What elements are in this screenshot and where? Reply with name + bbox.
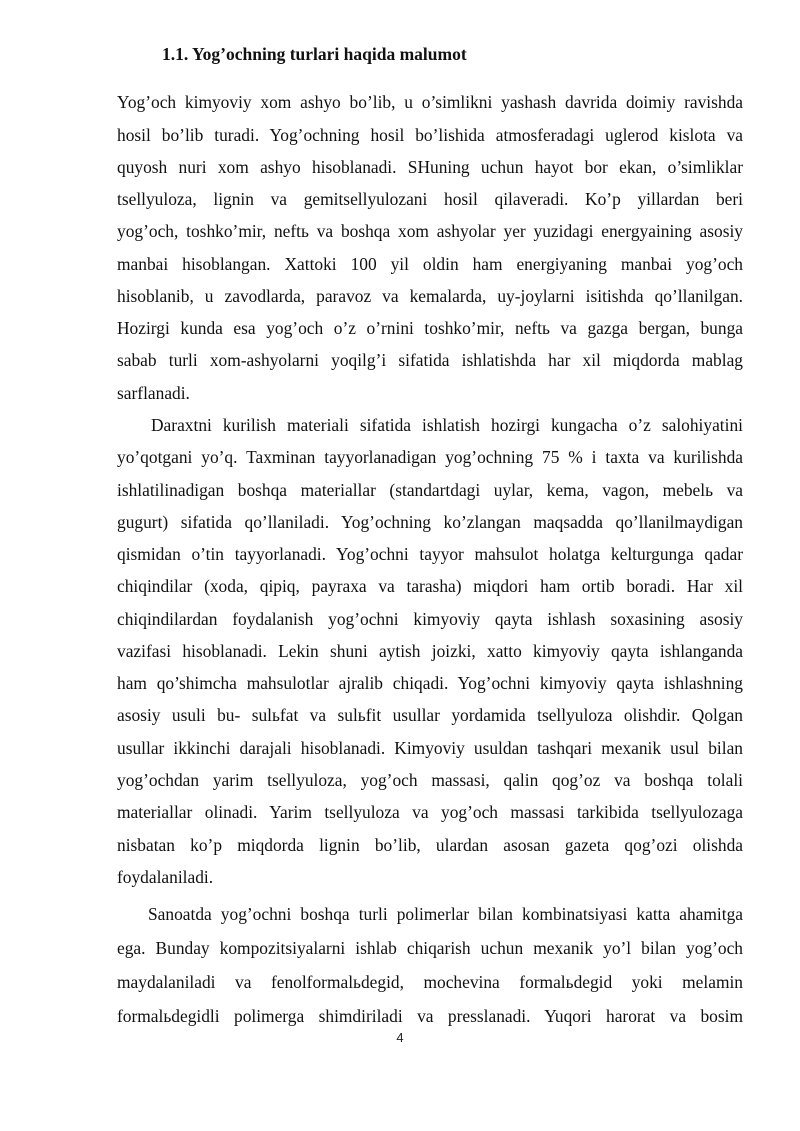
text-line: ega. Bunday kompozitsiyalarni ishlab chiqarish uchun mexanik yo’l bilan yog’och: [117, 938, 743, 958]
text-line: hisoblanib, u zavodlarda, paravoz va kemalarda, uy-joylarni isitishda qo’llanilgan.: [117, 286, 743, 306]
text-line: sabab turli xom-ashyolarni yoqilg’i sifatida ishlatishda har xil miqdorda mablag: [117, 350, 743, 370]
text-line: materiallar olinadi. Yarim tsellyuloza va yog’och massasi tarkibida tsellyulozaga: [117, 802, 743, 822]
text-line: Sanoatda yog’ochni boshqa turli polimerlar bilan kombinatsiyasi katta ahamitga: [148, 904, 743, 924]
text-line: gugurt) sifatida qo’llaniladi. Yog’ochning ko’zlangan maqsadda qo’llanilmaydigan: [117, 512, 743, 532]
text-line: asosiy usuli bu- sulьfat va sulьfit usullar yordamida tsellyuloza olishdir. Qolgan: [117, 705, 743, 725]
text-line: quyosh nuri xom ashyo hisoblanadi. SHuning uchun hayot bor ekan, o’simliklar: [117, 157, 743, 177]
text-line: yo’qotgani yo’q. Taxminan tayyorlanadigan yog’ochning 75 % i taxta va kurilishda: [117, 447, 743, 467]
text-line: yog’och, toshko’mir, neftь va boshqa xom ashyolar yer yuzidagi energyaining asosiy: [117, 221, 743, 241]
text-line: ishlatilinadigan boshqa materiallar (standartdagi uylar, kema, vagon, mebelь va: [117, 480, 743, 500]
text-line: nisbatan ko’p miqdorda lignin bo’lib, ulardan asosan gazeta qog’ozi olishda: [117, 835, 743, 855]
text-line: usullar ikkinchi darajali hisoblanadi. Kimyoviy usuldan tashqari mexanik usul bilan: [117, 738, 743, 758]
text-line: chiqindilardan foydalanish yog’ochni kimyoviy qayta ishlash soxasining asosiy: [117, 609, 743, 629]
text-line: maydalaniladi va fenolformalьdegid, mochevina formalьdegid yoki melamin: [117, 972, 743, 992]
text-line: qismidan o’tin tayyorlanadi. Yog’ochni tayyor mahsulot holatga kelturgunga qadar: [117, 544, 743, 564]
text-line: foydalaniladi.: [117, 867, 214, 887]
text-line: Yog’och kimyoviy xom ashyo bo’lib, u o’simlikni yashash davrida doimiy ravishda: [117, 92, 743, 112]
text-line: formalьdegidli polimerga shimdiriladi va presslanadi. Yuqori harorat va bosim: [117, 1006, 743, 1026]
text-line: yog’ochdan yarim tsellyuloza, yog’och massasi, qalin qog’oz va boshqa tolali: [117, 770, 743, 790]
text-line: tsellyuloza, lignin va gemitsellyulozani hosil qilaveradi. Ko’p yillardan beri: [117, 189, 743, 209]
text-line: vazifasi hisoblanadi. Lekin shuni aytish joizki, xatto kimyoviy qayta ishlanganda: [117, 641, 743, 661]
text-line: Daraxtni kurilish materiali sifatida ishlatish hozirgi kungacha o’z salohiyatini: [151, 415, 743, 435]
section-heading: 1.1. Yog’ochning turlari haqida malumot: [162, 44, 467, 64]
text-line: manbai hisoblangan. Xattoki 100 yil oldin ham energiyaning manbai yog’och: [117, 254, 743, 274]
text-line: ham qo’shimcha mahsulotlar ajralib chiqadi. Yog’ochni kimyoviy qayta ishlashning: [117, 673, 743, 693]
page-number: 4: [396, 1030, 404, 1045]
text-line: Hozirgi kunda esa yog’och o’z o’rnini toshko’mir, neftь va gazga bergan, bunga: [117, 318, 743, 338]
text-line: hosil bo’lib turadi. Yog’ochning hosil bo’lishida atmosferadagi uglerod kislota va: [117, 125, 743, 145]
text-line: sarflanadi.: [117, 383, 190, 403]
text-line: chiqindilar (xoda, qipiq, payraxa va tarasha) miqdori ham ortib boradi. Har xil: [117, 576, 743, 596]
